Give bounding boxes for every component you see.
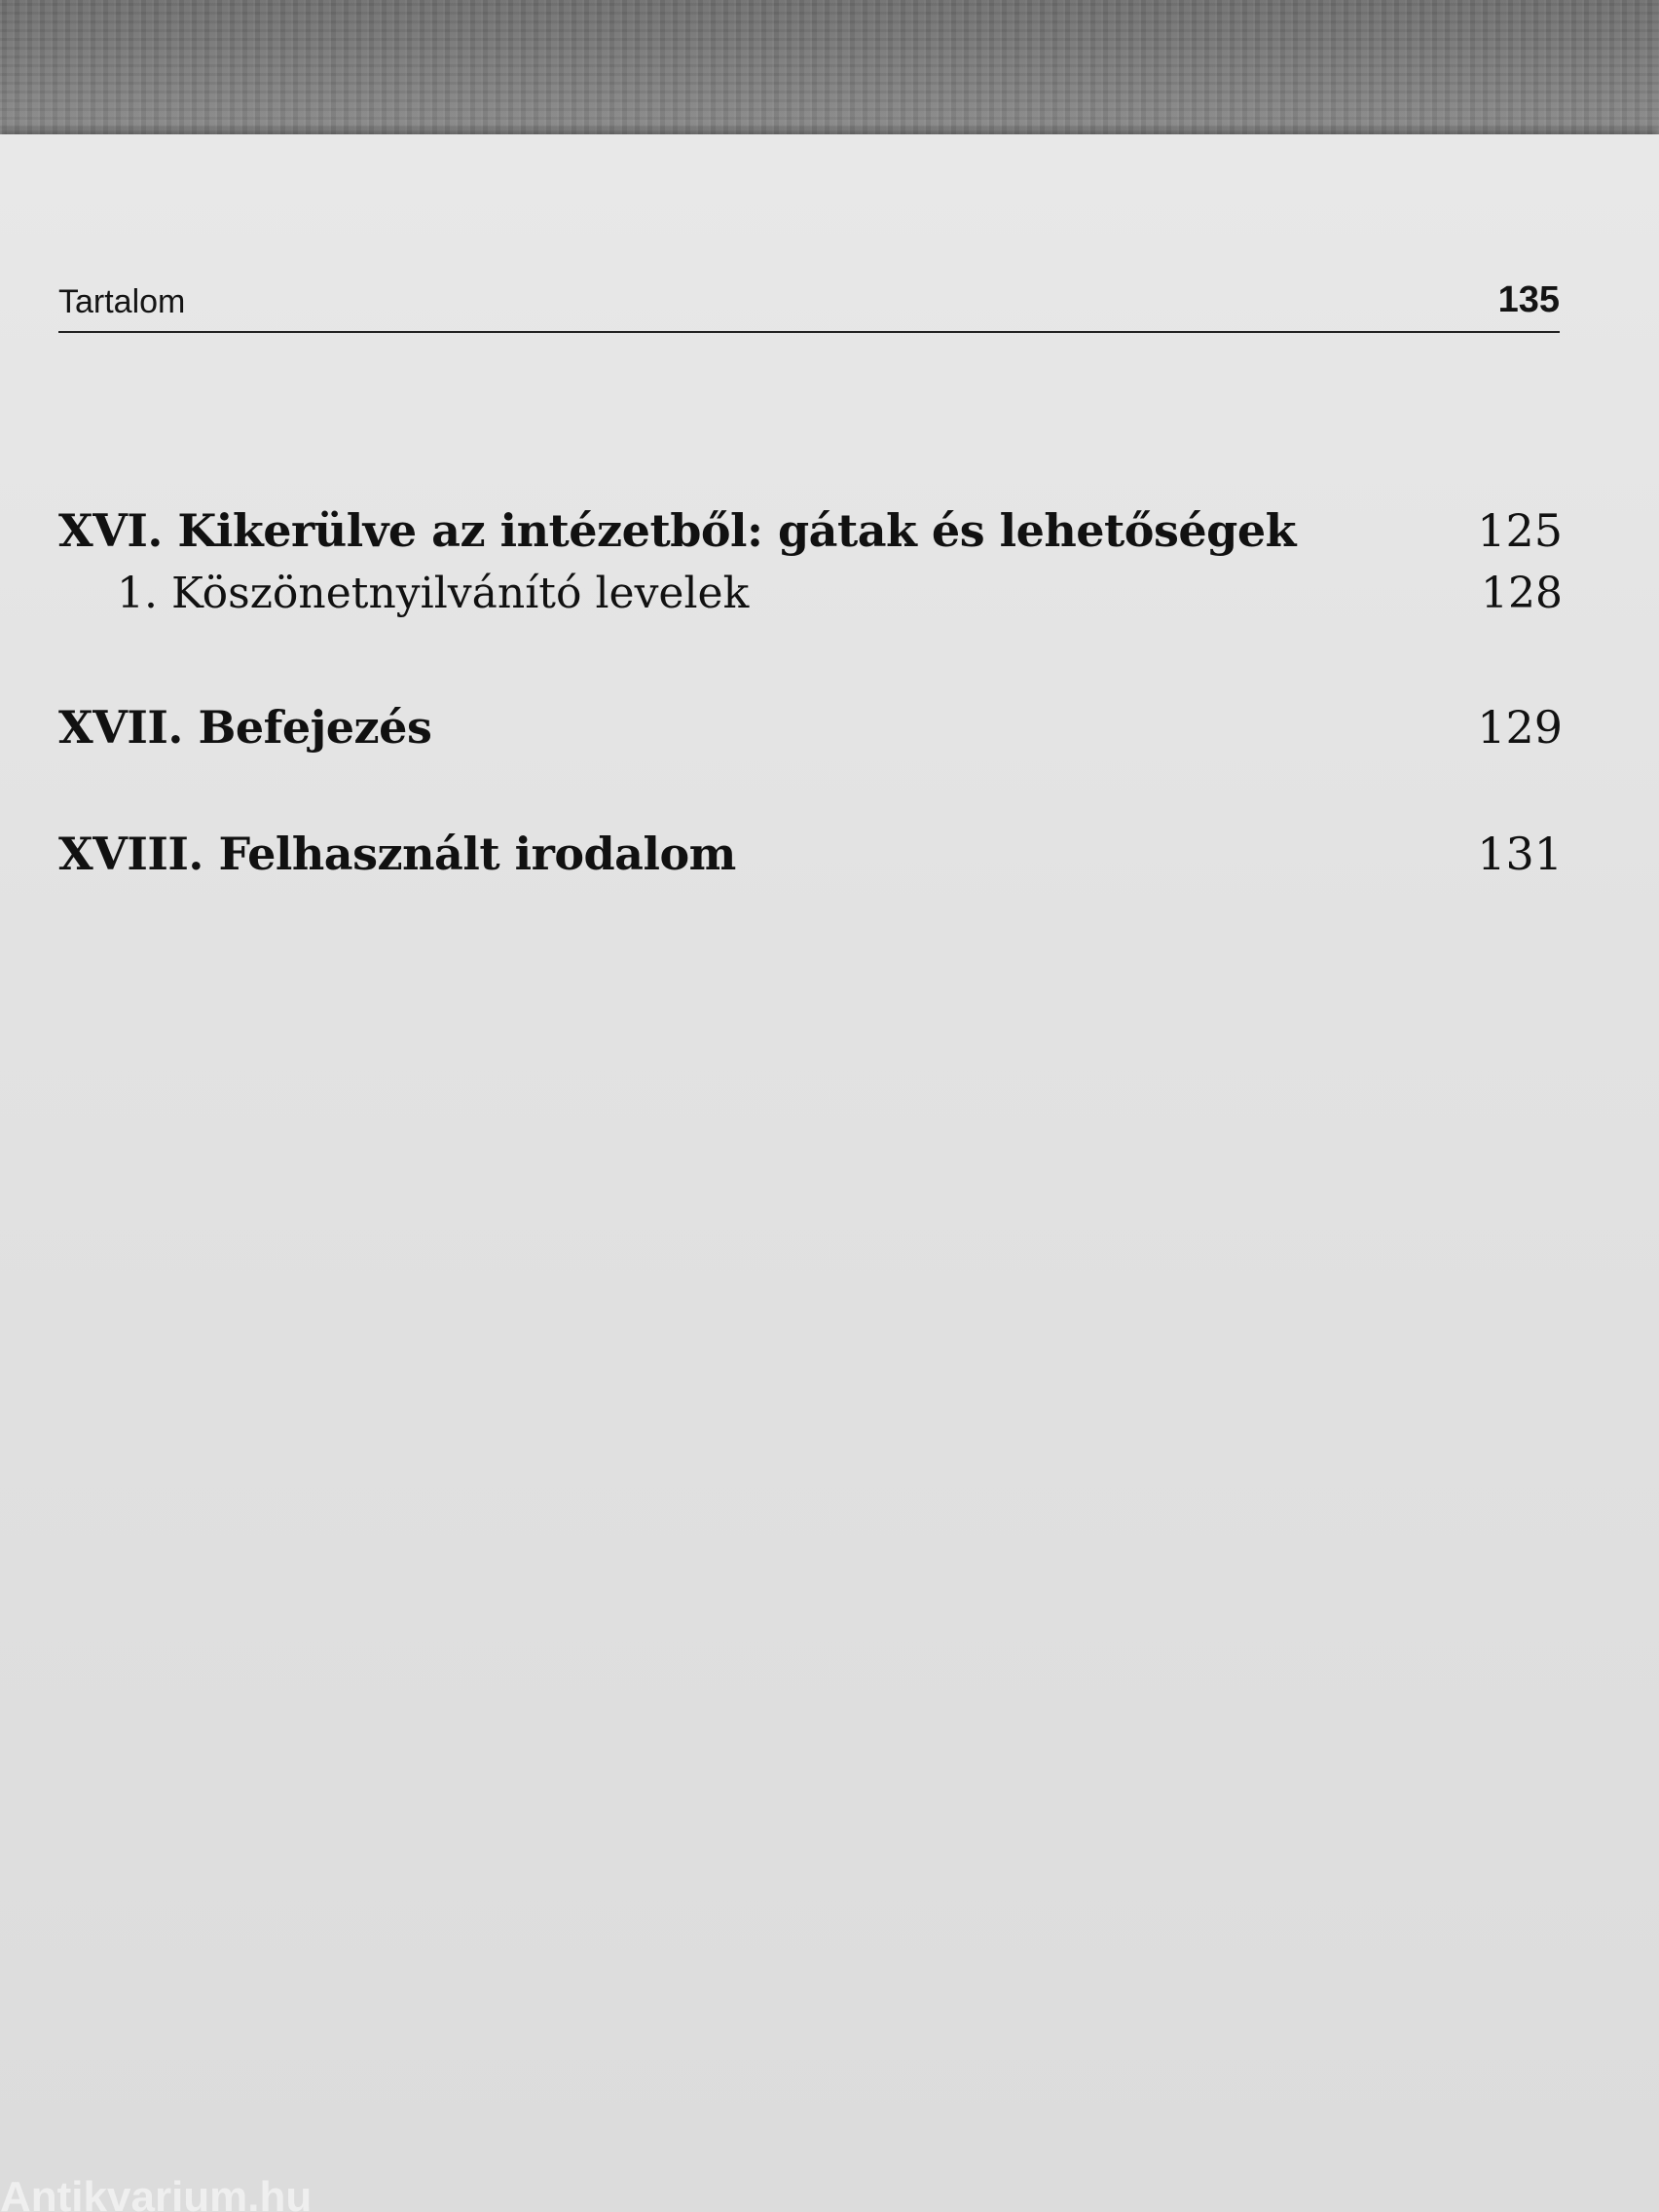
toc-entry-page-number: 128	[1481, 569, 1563, 618]
toc-entry-title: 1. Köszönetnyilvánító levelek	[117, 569, 750, 618]
toc-entry-chapter-18	[58, 828, 1563, 886]
toc-entry-chapter-17	[58, 701, 1563, 759]
running-header-page-number: 135	[1497, 279, 1560, 320]
toc-entry-title: XVII. Befejezés	[58, 701, 432, 754]
toc-entry-title: XVIII. Felhasznált irodalom	[58, 828, 736, 880]
toc-entry-chapter-16	[58, 504, 1563, 563]
background-surface	[0, 0, 1659, 146]
toc-entry-page-number: 125	[1477, 504, 1563, 557]
running-header-title: Tartalom	[58, 283, 186, 320]
toc-entry-section-16-1	[58, 569, 1563, 627]
watermark: Antikvarium.hu	[0, 2173, 313, 2212]
toc-entry-page-number: 129	[1477, 701, 1563, 754]
book-page	[0, 134, 1659, 2212]
running-header	[58, 278, 1560, 333]
toc-entry-title: XVI. Kikerülve az intézetből: gátak és lehetőségek	[58, 504, 1296, 557]
toc-entry-page-number: 131	[1477, 828, 1563, 880]
